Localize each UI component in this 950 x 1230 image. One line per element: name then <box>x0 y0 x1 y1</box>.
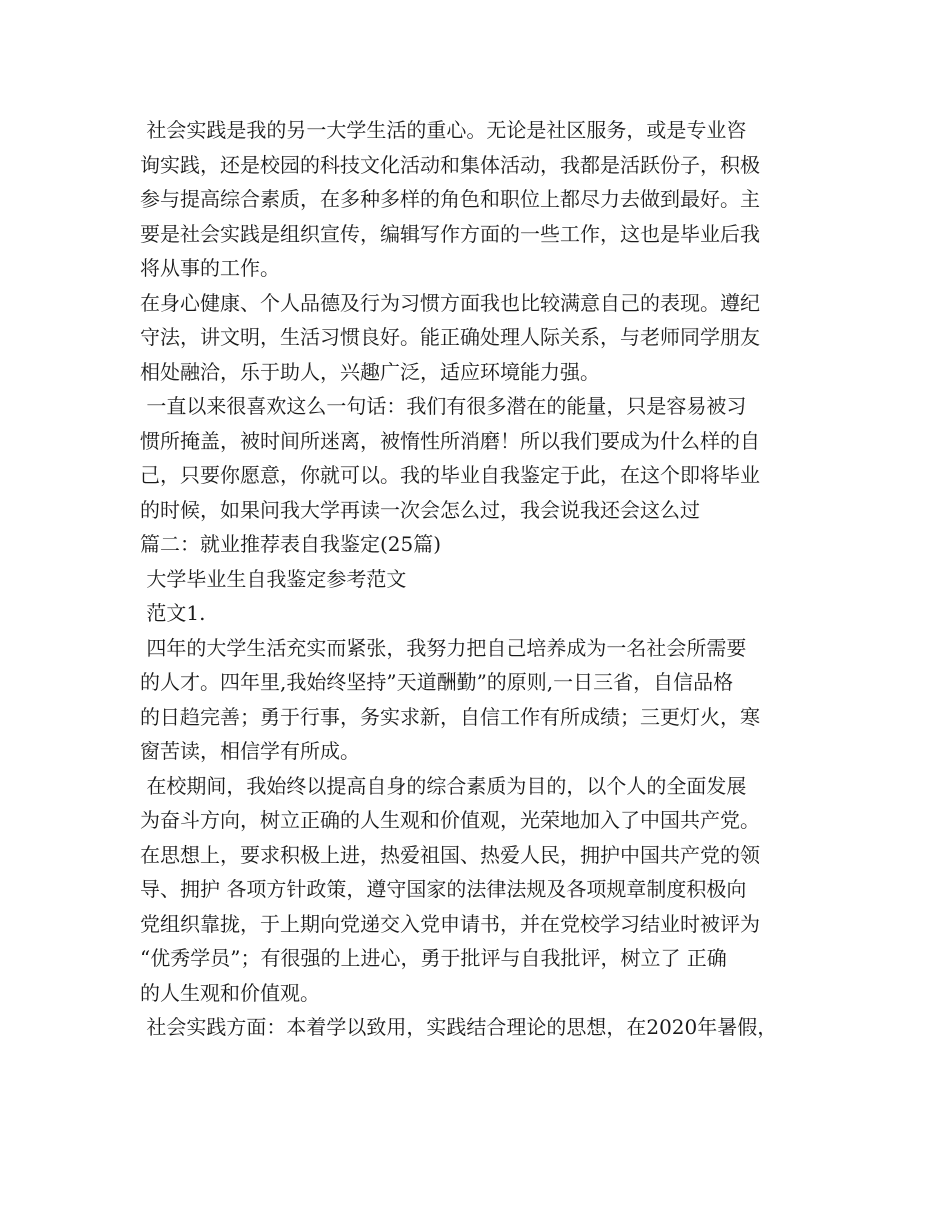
text-line: 的人才。四年里,我始终坚持”天道酬勤”的原则,一日三省，自信品格 <box>140 670 734 694</box>
text-line: 在思想上，要求积极上进，热爱祖国、热爱人民，拥护中国共产党的领 <box>140 842 760 867</box>
text-line: 为奋斗方向，树立正确的人生观和价值观，光荣地加入了中国共产党。 <box>140 808 760 832</box>
text-line: 一直以来很喜欢这么一句话：我们有很多潜在的能量，只是容易被习 <box>140 394 747 418</box>
text-line: 导、拥护 各项方针政策，遵守国家的法律法规及各项规章制度积极向 <box>140 877 747 901</box>
text-line: 在校期间，我始终以提高自身的综合素质为目的，以个人的全面发展 <box>140 773 747 798</box>
text-line: 窗苦读，相信学有所成。 <box>140 739 360 763</box>
text-line: 守法，讲文明，生活习惯良好。能正确处理人际关系，与老师同学朋友 <box>140 325 760 349</box>
section-heading: 篇二：就业推荐表自我鉴定(25篇) <box>140 532 442 556</box>
text-line: 的时候，如果问我大学再读一次会怎么过，我会说我还会这么过 <box>140 497 700 522</box>
subheading: 大学毕业生自我鉴定参考范文 <box>140 566 407 591</box>
text-line: “优秀学员”；有很强的上进心，勇于批评与自我批评，树立了 正确 <box>140 946 727 970</box>
text-line: 惯所掩盖，被时间所迷离，被惰性所消磨！所以我们要成为什么样的自 <box>140 428 760 453</box>
text-line: 将从事的工作。 <box>140 256 280 280</box>
text-line: 询实践，还是校园的科技文化活动和集体活动，我都是活跃份子，积极 <box>140 152 760 177</box>
text-line: 的日趋完善；勇于行事，务实求新，自信工作有所成绩；三更灯火，寒 <box>140 704 760 729</box>
text-line: 社会实践方面：本着学以致用，实践结合理论的思想，在2020年暑假， <box>140 1015 778 1039</box>
text-line: 要是社会实践是组织宣传，编辑写作方面的一些工作，这也是毕业后我 <box>140 221 760 246</box>
text-line: 党组织靠拢，于上期向党递交入党申请书，并在党校学习结业时被评为 <box>140 911 760 936</box>
document-body <box>140 113 830 1045</box>
text-line: 四年的大学生活充实而紧张，我努力把自己培养成为一名社会所需要 <box>140 635 747 660</box>
sample-label: 范文1. <box>140 601 206 625</box>
text-line: 参与提高综合素质，在多种多样的角色和职位上都尽力去做到最好。主 <box>140 187 760 211</box>
text-line: 在身心健康、个人品德及行为习惯方面我也比较满意自己的表现。遵纪 <box>140 290 760 315</box>
text-line: 社会实践是我的另一大学生活的重心。无论是社区服务，或是专业咨 <box>140 118 747 142</box>
text-line: 的人生观和价值观。 <box>140 980 320 1005</box>
text-line: 相处融洽，乐于助人，兴趣广泛，适应环境能力强。 <box>140 359 600 384</box>
text-line: 己，只要你愿意，你就可以。我的毕业自我鉴定于此，在这个即将毕业 <box>140 463 760 487</box>
